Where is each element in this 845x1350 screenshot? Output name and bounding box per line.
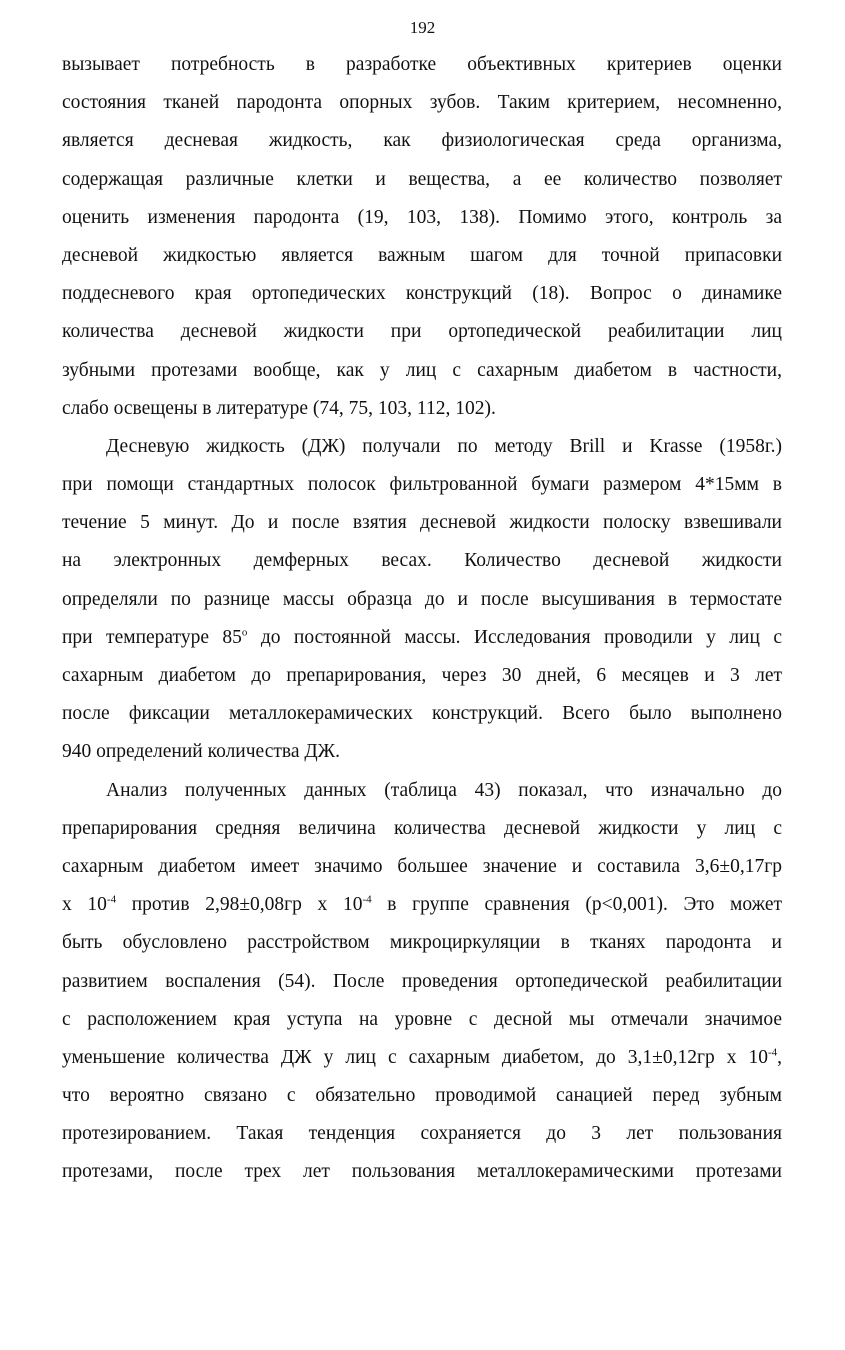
text-line <box>62 1039 782 1077</box>
text-line: оценить изменения пародонта (19, 103, 138). Помимо этого, контроль за <box>62 206 782 228</box>
text-segment: в группе сравнения (р<0,001). Это может <box>371 894 782 916</box>
text-line: быть обусловлено расстройством микроциркуляции в тканях пародонта и <box>62 932 782 954</box>
text-line: слабо освещены в литературе (74, 75, 103, 112, 102). <box>62 397 496 419</box>
exponent-superscript: -4 <box>767 1046 778 1059</box>
text-line: поддесневого края ортопедических конструкций (18). Вопрос о динамике <box>62 283 782 305</box>
text-segment: при температуре 85 <box>62 626 242 648</box>
text-line: с расположением края уступа на уровне с десной мы отмечали значимое <box>62 1008 782 1030</box>
exponent-superscript: -4 <box>106 893 117 906</box>
text-line: 940 определений количества ДЖ. <box>62 741 340 763</box>
text-line: при помощи стандартных полосок фильтрованной бумаги размером 4*15мм в <box>62 474 782 496</box>
text-line: развитием воспаления (54). После проведения ортопедической реабилитации <box>62 970 782 992</box>
paragraph-3 <box>62 772 782 1192</box>
text-line: определяли по разнице массы образца до и после высушивания в термостате <box>62 588 782 610</box>
exponent-superscript: -4 <box>362 893 372 906</box>
text-line: препарирования средняя величина количества десневой жидкости у лиц с <box>62 817 782 839</box>
text-line: сахарным диабетом имеет значимо большее значение и составила 3,6±0,17гр <box>62 855 782 877</box>
text-line: на электронных демферных весах. Количество десневой жидкости <box>62 550 782 572</box>
text-line: является десневая жидкость, как физиологическая среда организма, <box>62 130 782 152</box>
text-segment: уменьшение количества ДЖ у лиц с сахарным диабетом, до 3,1±0,12гр х 10 <box>62 1046 768 1068</box>
text-line: что вероятно связано с обязательно проводимой санацией перед зубным <box>62 1085 782 1107</box>
body-text <box>62 46 782 1192</box>
degree-superscript: о <box>241 626 248 639</box>
text-segment: , <box>777 1046 782 1068</box>
text-line: состояния тканей пародонта опорных зубов. Таким критерием, несомненно, <box>62 92 782 114</box>
paragraph-1 <box>62 46 782 428</box>
text-line: протезами, после трех лет пользования металлокерамическими протезами <box>62 1161 782 1183</box>
text-line: протезированием. Такая тенденция сохраняется до 3 лет пользования <box>62 1123 782 1145</box>
text-line: Десневую жидкость (ДЖ) получали по методу Brill и Krasse (1958г.) <box>106 435 782 457</box>
text-segment: до постоянной массы. Исследования проводили у лиц с <box>247 626 782 648</box>
text-line <box>62 619 782 657</box>
text-line: Анализ полученных данных (таблица 43) показал, что изначально до <box>106 779 782 801</box>
text-line: зубными протезами вообще, как у лиц с сахарным диабетом в частности, <box>62 359 782 381</box>
text-segment: х 10 <box>62 894 107 916</box>
paragraph-2 <box>62 428 782 772</box>
text-line: течение 5 минут. До и после взятия десневой жидкости полоску взвешивали <box>62 512 782 534</box>
text-segment: против 2,98±0,08гр х 10 <box>116 894 363 916</box>
text-line: содержащая различные клетки и вещества, а ее количество позволяет <box>62 168 782 190</box>
text-line <box>62 886 782 924</box>
text-line: количества десневой жидкости при ортопедической реабилитации лиц <box>62 321 782 343</box>
text-line: десневой жидкостью является важным шагом для точной припасовки <box>62 244 782 266</box>
page-number: 192 <box>409 18 436 37</box>
text-line: после фиксации металлокерамических конструкций. Всего было выполнено <box>62 703 782 725</box>
text-line: вызывает потребность в разработке объективных критериев оценки <box>62 54 782 75</box>
text-line: сахарным диабетом до препарирования, через 30 дней, 6 месяцев и 3 лет <box>62 665 782 686</box>
